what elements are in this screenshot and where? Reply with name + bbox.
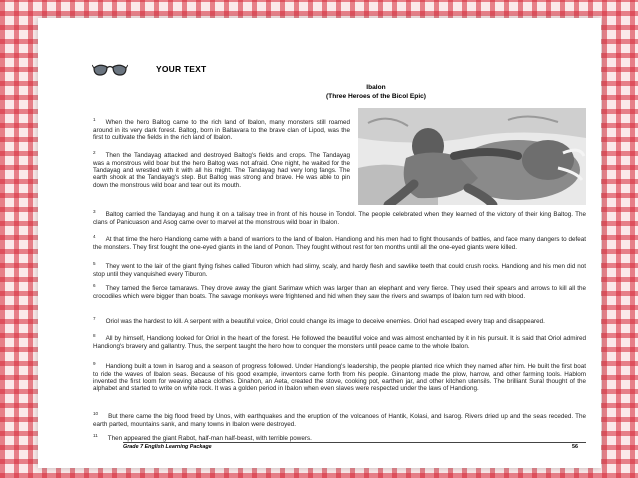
paragraph-7: $^7$ Oriol was the hardest to kill. A serpent with a beautiful voice, Oriol could change its image to deceive enemies. Oriol had escaped every trap and disappeared. [93,316,545,326]
paragraph-11: $^{11}$ Then appeared the giant Rabot, half-man half-beast, with terrible powers. [93,433,312,443]
title-main: Ibalon [366,84,386,91]
hero-wrestling-boar-illustration [358,108,586,205]
paragraph-3: $^3$ Baltog carried the Tandayag and hung it on a talisay tree in front of his house in Tondol. The people celebrated when they learned of the victory of their king Baltog. The clans of Panicuason and Asog came over to marvel at the monstrous wild boar in Ibalon. [93,209,586,226]
your-text-heading: YOUR TEXT [156,64,207,74]
footer-book-title: Grade 7 English Learning Package [123,444,212,450]
page-number: 56 [572,444,578,450]
title-sub: (Three Heroes of the Bicol Epic) [325,92,427,100]
paragraph-2: $^2$ Then the Tandayag attacked and destroyed Baltog's fields and crops. The Tandayag was a monstrous wild boar but the hero Baltog was not afraid. One night, he waited for the Tandayag and wrestled with it with all his might. The Tandayag had very long fangs. The earth shook at the Tandayag's step. But Baltog was strong and brave. He was able to pin down the monstrous wild boar and tear out its mouth. [93,150,350,189]
paragraph-4: $^4$ At that time the hero Handiong came with a band of warriors to the land of Ibalon. Handiong and his men had to fight thousands of battles, and face many dangers to defeat the monsters. They first fought the one-eyed giants in the land of Ponon. They fought without rest for ten months until all the one-eyed giants were killed. [93,234,586,251]
footer-rule [123,442,586,443]
story-title [296,84,456,101]
paragraph-1: $^1$ When the hero Baltog came to the rich land of Ibalon, many monsters still roamed around in its very dark forest. Baltog, born in Baltavara to the brave clan of Lipod, was the first to cultivate the fields in the rich land of Ibalon. [93,117,350,141]
document-page [38,18,601,468]
paragraph-5: $^5$ They went to the lair of the giant flying fishes called Tiburon which had slimy, scaly, and hardy flesh and sawlike teeth that could crush rocks. Handiong and his men did not stop until they vanquished every Tiburon. [93,261,586,278]
eyeglasses-icon [92,62,128,78]
paragraph-8: $^8$ All by himself, Handiong looked for Oriol in the heart of the forest. He followed the beautiful voice and was almost enchanted by it in his pursuit. It is said that Oriol admired Handiong's bravery and gallantry. Thus, the serpent taught the hero how to conquer the monsters until peace came to the whole Ibalon. [93,333,586,350]
paragraph-10: $^{10}$ But there came the big flood freed by Unos, with earthquakes and the eruption of the volcanoes of Hantik, Kolasi, and Isarog. Rivers dried up and the seas receded. The earth parted, mountains sank, and many towns in Ibalon were destroyed. [93,411,586,428]
paragraph-9: $^9$ Handiong built a town in Isarog and a season of progress followed. Under Handiong's leadership, the people planted rice which they named after him. He built the first boat to ride the waves of Ibalon seas. Because of his good example, inventors came forth from his people. Ginantong made the plow, harrow, and other farming tools. Hablom invented the first loom for weaving abaca clothes. Dinahon, an Aeta, created the stove, cooking pot, earthen jar, and other kitchen utensils. The brilliant Sural thought of the alphabet and started to write on white rock. It was a golden period in Ibalon when even slaves were respected under the laws of Handiong. [93,361,586,393]
paragraph-6: $^6$ They tamed the fierce tamaraws. They drove away the giant Sarimaw which was larger than an elephant and very fierce. They used their spears and arrows to kill all the crocodiles which were bigger than boats. The savage monkeys were frightened and hid when they saw the rivers and swamps of Ibalon turn red with blood. [93,283,586,300]
